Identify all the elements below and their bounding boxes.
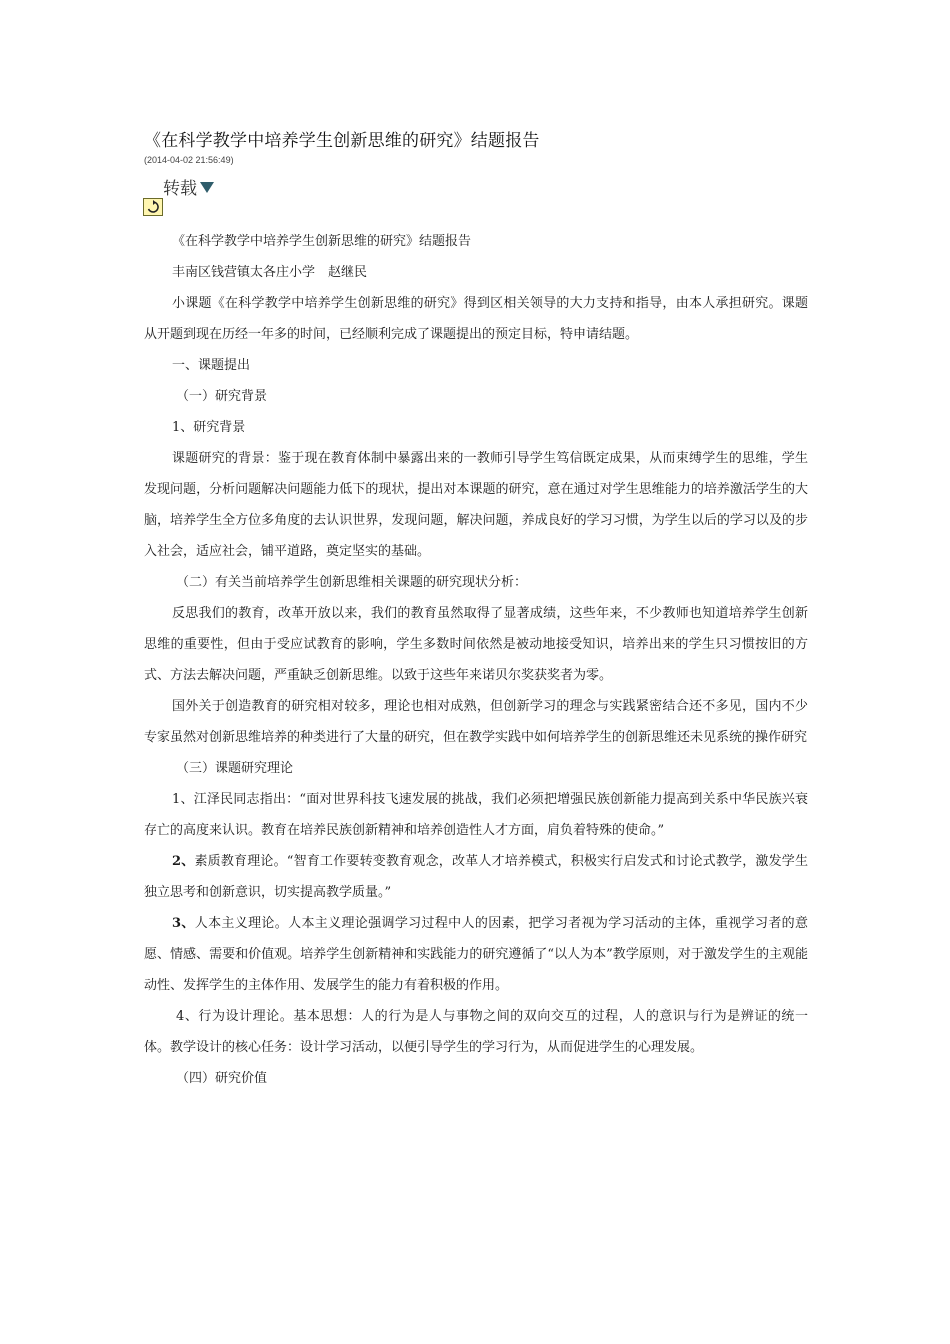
repost-button[interactable] [163,174,214,199]
paragraph: 《在科学教学中培养学生创新思维的研究》结题报告 [172,234,472,249]
paragraph: 反思我们的教育，改革开放以来，我们的教育虽然取得了显著成绩，这些年来，不少教师也知道培养学生创新思维的重要性，但由于受应试教育的影响，学生多数时间依然是被动地接受知识，培养出来的学生只习惯按旧的方式、方法去解决问题，严重缺乏创新思维。以致于这些年来诺贝尔奖获奖者为零。 [144,606,808,683]
triangle-down-icon [200,182,214,193]
paragraph: 小课题《在科学教学中培养学生创新思维的研究》得到区相关领导的大力支持和指导，由本人承担研究。课题从开题到现在历经一年多的时间，已经顺利完成了课题提出的预定目标，特申请结题。 [144,296,808,342]
paragraph: 国外关于创造教育的研究相对较多，理论也相对成熟，但创新学习的理念与实践紧密结合还不多见，国内不少专家虽然对创新思维培养的种类进行了大量的研究，但在教学实践中如何培养学生的创新思维还未见系统的操作研究 [144,699,808,745]
item-number: 3、 [172,916,195,931]
author-line: 丰南区钱营镇太各庄小学 赵继民 [172,265,368,280]
repost-label: 转载 [163,179,197,199]
item-number: 2、 [172,854,195,869]
article-body [144,226,808,1094]
page-title: 《在科学教学中培养学生创新思维的研究》结题报告 [144,131,540,151]
subsection-heading: 1、研究背景 [172,420,246,435]
post-date: (2014-04-02 21:56:49) [144,155,234,165]
paragraph: 4、行为设计理论。基本思想：人的行为是人与事物之间的双向交互的过程，人的意识与行为是辨证的统一体。教学设计的核心任务：设计学习活动，以便引导学生的学习行为，从而促进学生的心理发展。 [144,1009,808,1055]
paragraph-text: 人本主义理论。人本主义理论强调学习过程中人的因素，把学习者视为学习活动的主体，重视学习者的意愿、情感、需要和价值观。培养学生创新精神和实践能力的研究遵循了“以人为本”教学原则，对于激发学生的主观能动性、发挥学生的主体作用、发展学生的能力有着积极的作用。 [144,916,808,993]
paragraph-text: 素质教育理论。“智育工作要转变教育观念，改革人才培养模式，积极实行启发式和讨论式教学，激发学生独立思考和创新意识，切实提高教学质量。” [144,854,808,900]
subsection-heading: （二）有关当前培养学生创新思维相关课题的研究现状分析： [176,575,528,590]
paragraph: 课题研究的背景：鉴于现在教育体制中暴露出来的一教师引导学生笃信既定成果，从而束缚学生的思维，学生发现问题，分析问题解决问题能力低下的现状，提出对本课题的研究，意在通过对学生思维能力的培养激活学生的大脑，培养学生全方位多角度的去认识世界，发现问题，解决问题，养成良好的学习习惯，为学生以后的学习以及的步入社会，适应社会，铺平道路，奠定坚实的基础。 [144,451,808,559]
paragraph [144,846,808,908]
subsection-heading: （三）课题研究理论 [176,761,294,776]
section-heading: 一、课题提出 [172,358,251,373]
subsection-heading: （四）研究价值 [176,1071,268,1086]
subsection-heading: （一）研究背景 [176,389,268,404]
paragraph: 1、江泽民同志指出：“面对世界科技飞速发展的挑战，我们必须把增强民族创新能力提高到关系中华民族兴衰存亡的高度来认识。教育在培养民族创新精神和培养创造性人才方面，肩负着特殊的使命。” [144,792,808,838]
paragraph [144,908,808,1001]
refresh-image-icon[interactable] [143,198,163,216]
